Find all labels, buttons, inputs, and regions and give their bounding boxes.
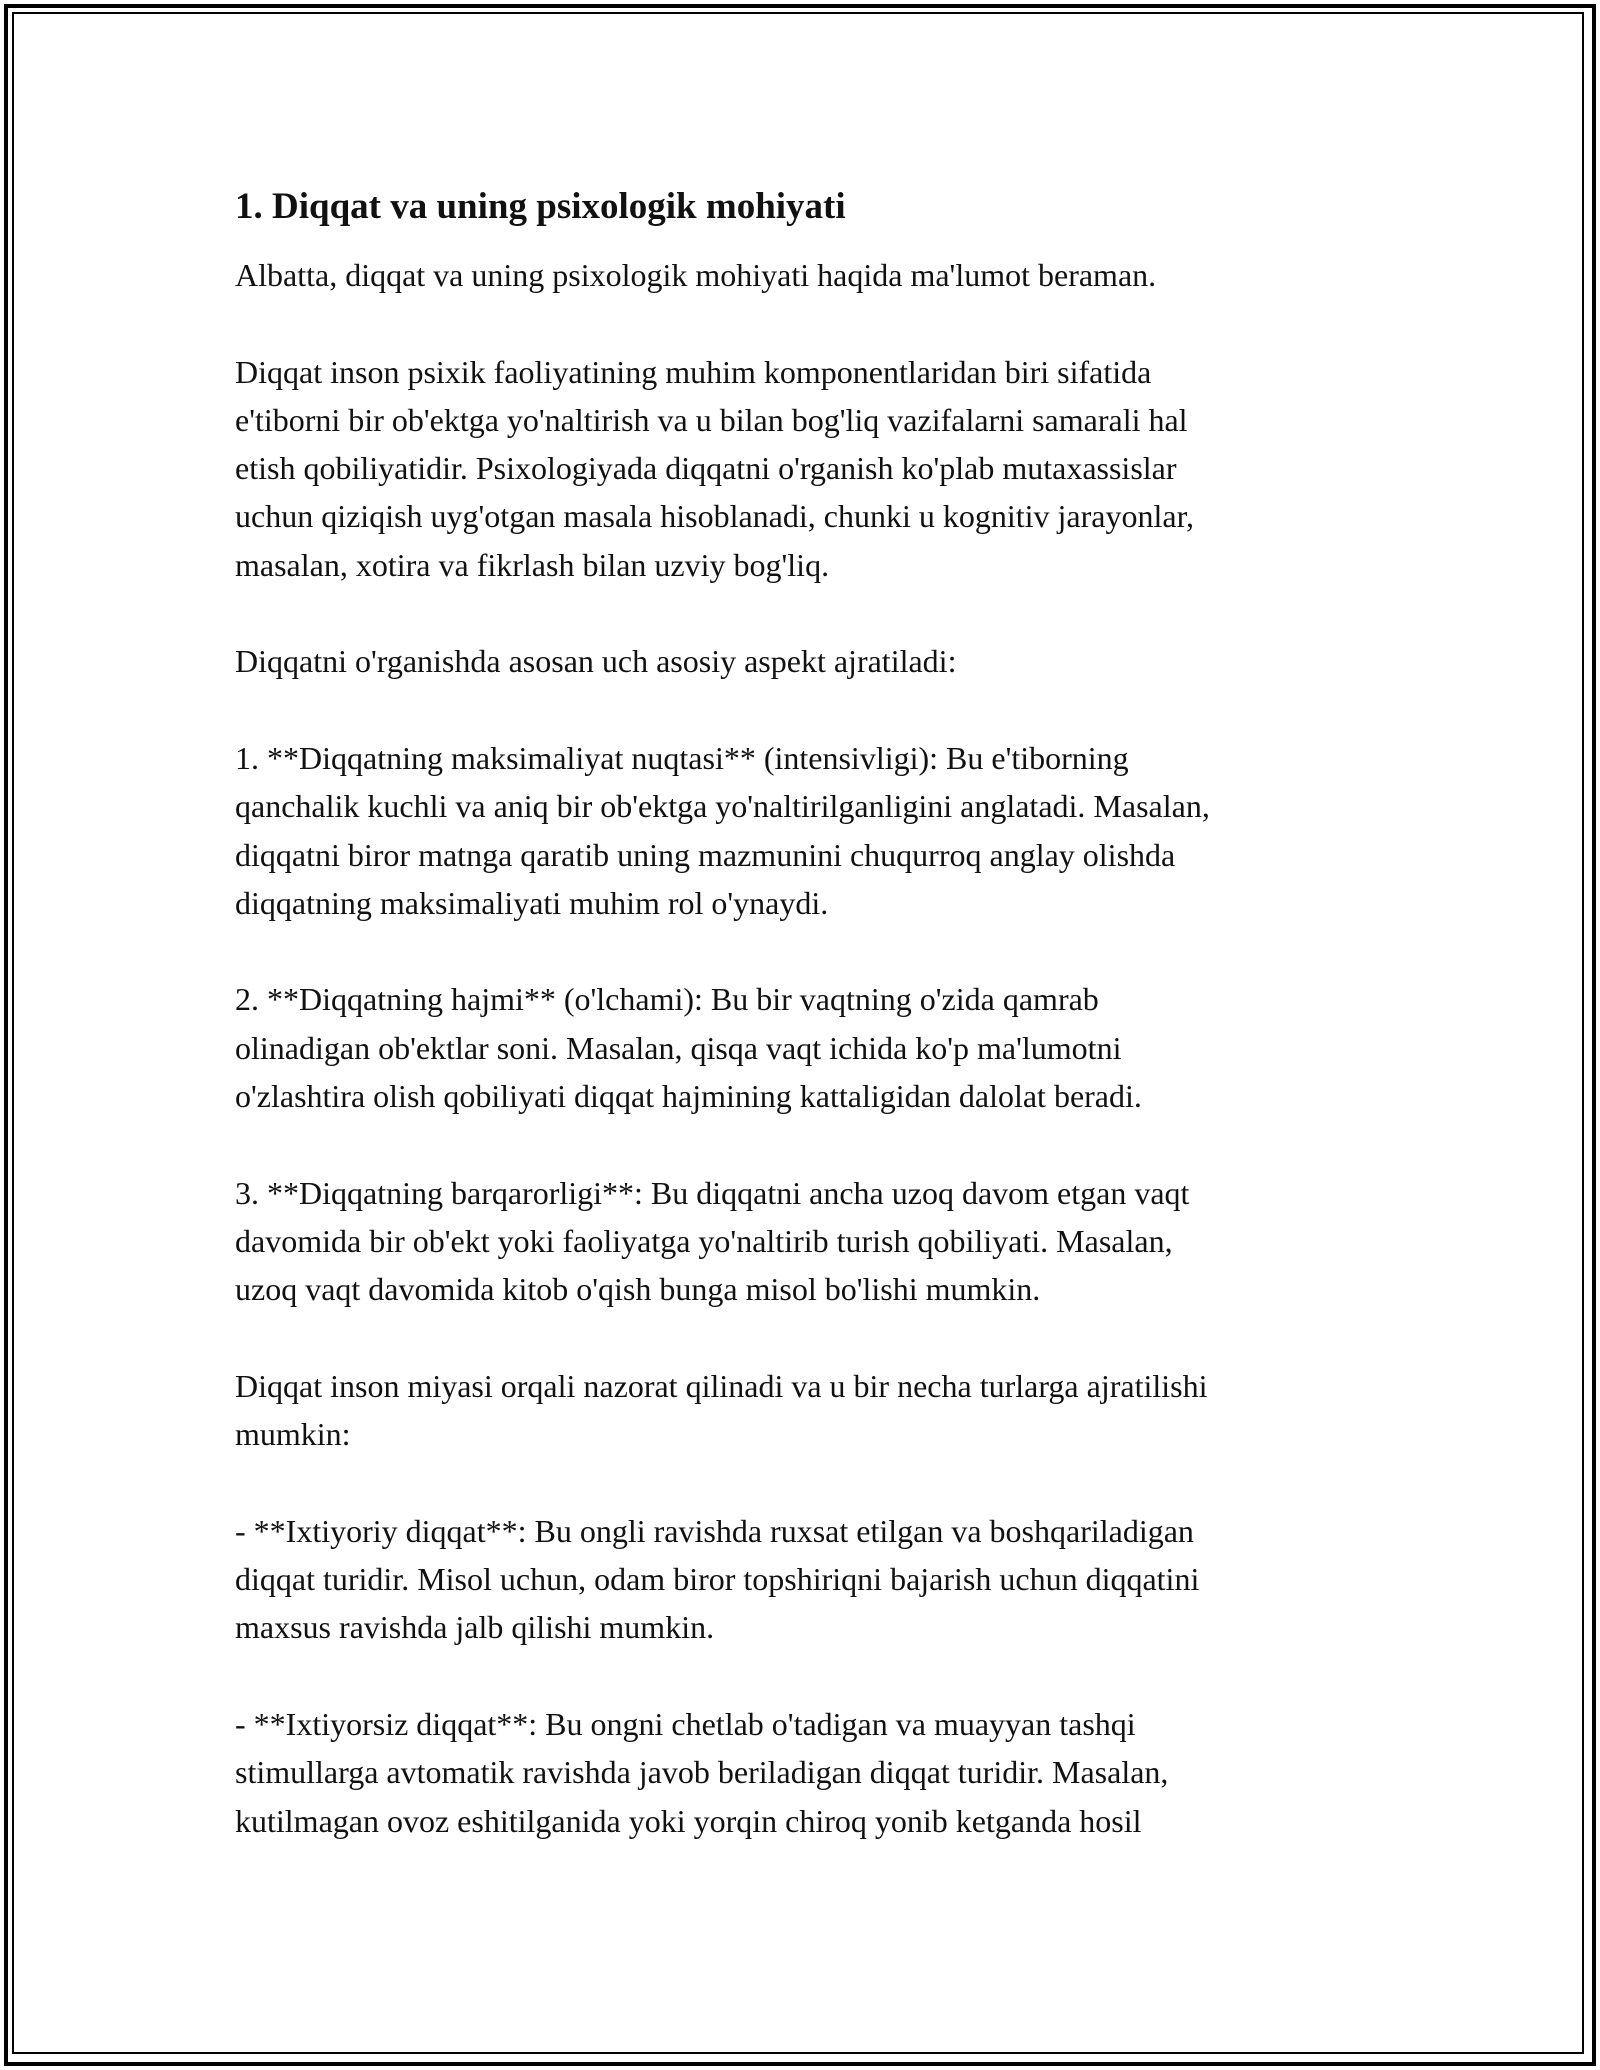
text-line: maxsus ravishda jalb qilishi mumkin.: [235, 1609, 715, 1646]
text-line: - **Ixtiyoriy diqqat**: Bu ongli ravishda ruxsat etilgan va boshqariladigan: [235, 1512, 1194, 1549]
text-line: Albatta, diqqat va uning psixologik mohiyati haqida ma'lumot beraman.: [235, 257, 1157, 293]
paragraph-intro: [235, 251, 1385, 299]
text-line: qanchalik kuchli va aniq bir ob'ektga yo'naltirilganligini anglatadi. Masalan,: [235, 788, 1210, 825]
text-line: olinadigan ob'ektlar soni. Masalan, qisqa vaqt ichida ko'p ma'lumotni: [235, 1029, 1122, 1066]
text-line: uzoq vaqt davomida kitob o'qish bunga misol bo'lishi mumkin.: [235, 1271, 1041, 1308]
text-line: 1. **Diqqatning maksimaliyat nuqtasi** (intensivligi): Bu e'tiborning: [235, 739, 1129, 776]
text-line: mumkin:: [235, 1416, 351, 1453]
list-item-aspect-3: [235, 1169, 1385, 1314]
text-line: uchun qiziqish uyg'otgan masala hisoblanadi, chunki u kognitiv jarayonlar,: [235, 498, 1194, 535]
text-line: Diqqat inson psixik faoliyatining muhim komponentlaridan biri sifatida: [235, 353, 1152, 390]
text-line: e'tiborni bir ob'ektga yo'naltirish va u bilan bog'liq vazifalarni samarali hal: [235, 401, 1188, 438]
paragraph-types-intro: [235, 1362, 1385, 1459]
text-line: davomida bir ob'ekt yoki faoliyatga yo'naltirib turish qobiliyati. Masalan,: [235, 1222, 1173, 1259]
page-title: 1. Diqqat va uning psixologik mohiyati: [235, 186, 846, 227]
text-line: Diqqat inson miyasi orqali nazorat qilinadi va u bir necha turlarga ajratilishi: [235, 1367, 1208, 1404]
text-line: o'zlashtira olish qobiliyati diqqat hajmining kattaligidan dalolat beradi.: [235, 1078, 1142, 1115]
text-line: etish qobiliyatidir. Psixologiyada diqqatni o'rganish ko'plab mutaxassislar: [235, 450, 1177, 487]
list-item-voluntary-attention: [235, 1507, 1385, 1652]
list-item-aspect-1: [235, 734, 1385, 927]
text-line: diqqat turidir. Misol uchun, odam biror topshiriqni bajarish uchun diqqatini: [235, 1561, 1200, 1598]
text-line: - **Ixtiyorsiz diqqat**: Bu ongni chetlab o'tadigan va muayyan tashqi: [235, 1705, 1136, 1742]
text-line: diqqatning maksimaliyati muhim rol o'ynaydi.: [235, 884, 829, 921]
text-line: Diqqatni o'rganishda asosan uch asosiy aspekt ajratiladi:: [235, 643, 957, 680]
text-line: diqqatni biror matnga qaratib uning mazmunini chuqurroq anglay olishda: [235, 836, 1176, 873]
paragraph-definition: [235, 348, 1385, 589]
list-item-involuntary-attention: [235, 1700, 1385, 1845]
document-body: [235, 183, 1385, 1893]
list-item-aspect-2: [235, 975, 1385, 1120]
paragraph-aspects-intro: [235, 637, 1385, 685]
text-line: 2. **Diqqatning hajmi** (o'lchami): Bu bir vaqtning o'zida qamrab: [235, 981, 1099, 1018]
text-line: kutilmagan ovoz eshitilganida yoki yorqin chiroq yonib ketganda hosil: [235, 1802, 1142, 1839]
text-line: stimullarga avtomatik ravishda javob beriladigan diqqat turidir. Masalan,: [235, 1754, 1169, 1791]
text-line: masalan, xotira va fikrlash bilan uzviy bog'liq.: [235, 546, 830, 583]
text-line: 3. **Diqqatning barqarorligi**: Bu diqqatni ancha uzoq davom etgan vaqt: [235, 1174, 1190, 1211]
